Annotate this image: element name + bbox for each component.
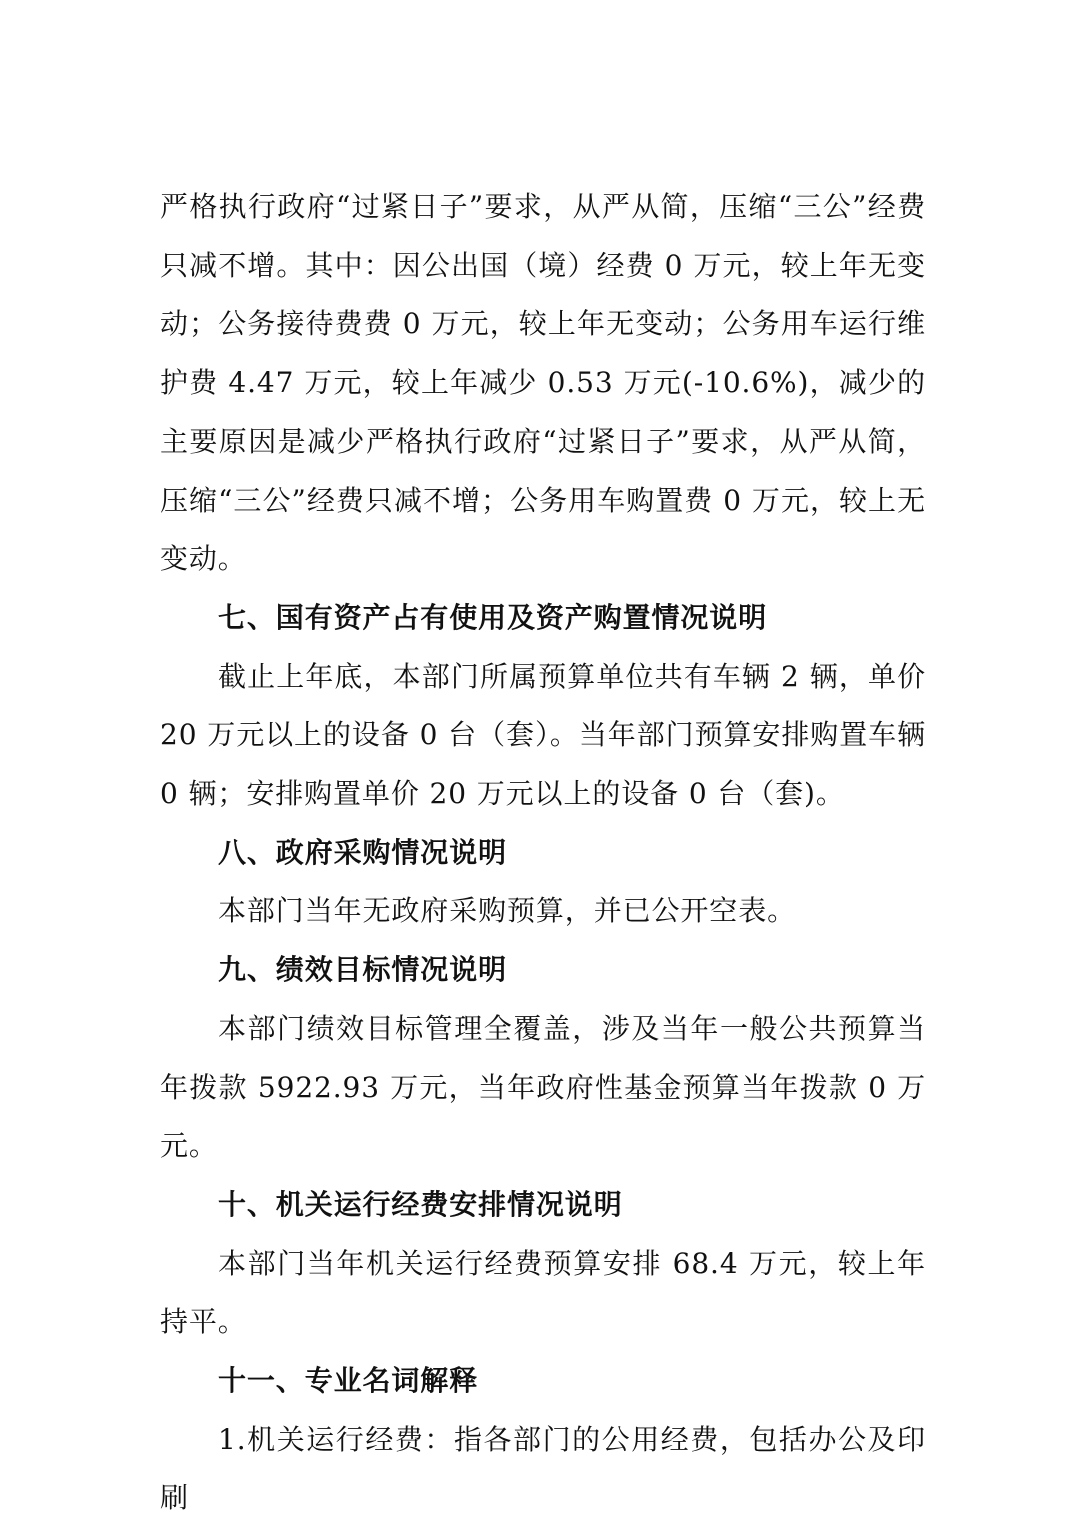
section-heading-terminology: 十一、专业名词解释	[218, 1364, 479, 1398]
section-heading-performance-targets: 九、绩效目标情况说明	[218, 953, 508, 987]
government-procurement-paragraph: 本部门当年无政府采购预算，并已公开空表。	[218, 894, 797, 928]
three-public-expenses-paragraph: 严格执行政府“过紧日子”要求，从严从简，压缩“三公”经费只减不增。其中：因公出国（境）经费 0 万元，较上年无变动；公务接待费费 0 万元，较上年无变动；公务用车运行维护费 4.47 万元，较上年减少 0.53 万元(-10.6%)，减少的主要原因是减少严格执行政府“过紧日子”要求，从严从简，压缩“三公”经费只减不增；公务用车购置费 0 万元，较上无变动。	[160, 190, 926, 576]
performance-targets-paragraph: 本部门绩效目标管理全覆盖，涉及当年一般公共预算当年拨款 5922.93 万元，当年政府性基金预算当年拨款 0 万元。	[160, 1011, 926, 1163]
section-heading-state-assets: 七、国有资产占有使用及资产购置情况说明	[218, 600, 768, 634]
state-assets-paragraph: 截止上年底，本部门所属预算单位共有车辆 2 辆，单价 20 万元以上的设备 0 台（套）。当年部门预算安排购置车辆 0 辆；安排购置单价 20 万元以上的设备 0 台（套)。	[160, 659, 926, 811]
operating-expenses-paragraph: 本部门当年机关运行经费预算安排 68.4 万元，较上年持平。	[160, 1246, 926, 1339]
section-heading-government-procurement: 八、政府采购情况说明	[218, 835, 508, 869]
document-page	[160, 178, 926, 1528]
terminology-paragraph: 1.机关运行经费：指各部门的公用经费，包括办公及印刷	[160, 1422, 926, 1515]
section-heading-operating-expenses: 十、机关运行经费安排情况说明	[218, 1187, 623, 1221]
